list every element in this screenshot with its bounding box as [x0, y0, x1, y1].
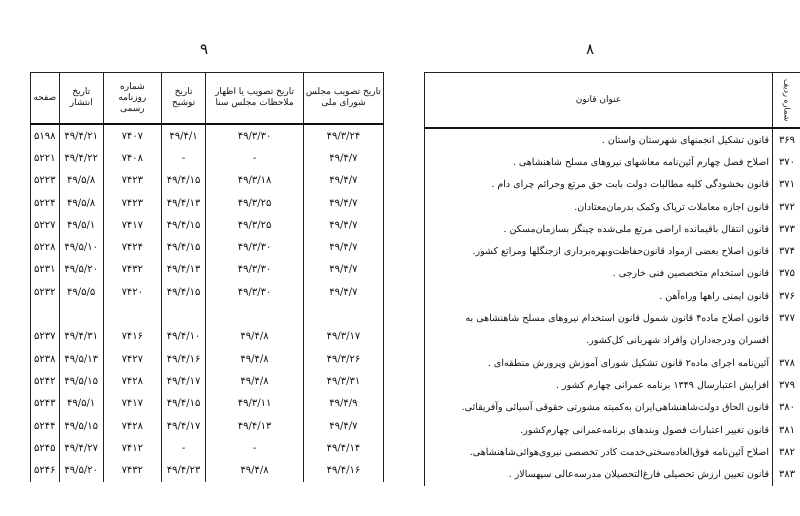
table-cell: ۴۹/۵/۱۵ [59, 370, 103, 392]
law-title: قانون تعیین ارزش تحصیلی فارغ‌التحصیلان مدرسه‌عالی سپهسالار . [425, 463, 773, 485]
table-cell: ۵۲۳۱ [31, 259, 60, 281]
table-cell: ۵۲۳۸ [31, 348, 60, 370]
table-row [425, 307, 800, 329]
table-row [31, 393, 384, 415]
row-number: ۳۸۲ [773, 441, 800, 463]
law-title: افزایش اعتبارسال ۱۳۴۹ برنامه عمرانی چهارم کشور . [425, 374, 773, 396]
table-cell: ۴۹/۴/۱۴ [303, 437, 383, 459]
table-cell: ۷۴۰۷ [103, 124, 161, 147]
table-cell: ۵۲۴۵ [31, 437, 60, 459]
table-cell: ۴۹/۴/۱۷ [161, 415, 205, 437]
table-cell: ۴۹/۵/۱ [59, 393, 103, 415]
law-title: قانون اصلاح بعضی ازمواد قانون‌حفاظت‌وبهره‌برداری ازجنگلها ومراتع کشور. [425, 240, 773, 262]
table-cell: ۷۴۳۲ [103, 459, 161, 481]
law-title: قانون بخشودگی کلیه مطالبات دولت بابت حق مرتع وجرائم چرای دام . [425, 174, 773, 196]
table-cell: ۴۹/۴/۷ [303, 147, 383, 169]
table-cell [206, 303, 304, 325]
table-cell: ۴۹/۵/۱ [59, 214, 103, 236]
table-cell: ۵۲۲۱ [31, 147, 60, 169]
table-cell: ۴۹/۵/۸ [59, 192, 103, 214]
table-row [31, 459, 384, 481]
law-title: قانون اصلاح ماده۴ قانون شمول قانون استخدام نیروهای مسلح شاهنشاهی به [425, 307, 773, 329]
table-cell: ۴۹/۴/۱۶ [303, 459, 383, 481]
table-cell: - [161, 147, 205, 169]
header-cell: شماره روزنامه رسمی [103, 73, 161, 125]
table-cell: ۴۹/۴/۷ [303, 192, 383, 214]
header-row [31, 73, 384, 125]
table-cell: ۴۹/۴/۷ [303, 415, 383, 437]
row-number: ۳۸۱ [773, 419, 800, 441]
table-cell: ۴۹/۳/۱۸ [206, 170, 304, 192]
table-row [425, 397, 800, 419]
table-row [31, 437, 384, 459]
table-row [31, 214, 384, 236]
table-cell: ۴۹/۳/۱۷ [303, 326, 383, 348]
table-cell: ۴۹/۳/۳۱ [303, 370, 383, 392]
table-cell: ۷۴۲۷ [103, 348, 161, 370]
table-cell: ۵۲۳۷ [31, 326, 60, 348]
table-cell: ۴۹/۴/۸ [206, 348, 304, 370]
row-number: ۳۷۰ [773, 151, 800, 173]
row-number: ۳۷۳ [773, 218, 800, 240]
row-number: ۳۸۰ [773, 397, 800, 419]
table-cell: ۴۹/۴/۷ [303, 236, 383, 258]
table-row [425, 263, 800, 285]
table-cell: ۵۲۴۴ [31, 415, 60, 437]
row-number: ۳۷۱ [773, 174, 800, 196]
table-cell: ۴۹/۴/۷ [303, 170, 383, 192]
table-cell: ۴۹/۴/۸ [206, 459, 304, 481]
table-cell: ۴۹/۳/۲۶ [303, 348, 383, 370]
right-page [408, 0, 800, 516]
table-cell: ۴۹/۳/۲۴ [303, 124, 383, 147]
table-cell: ۴۹/۴/۱۳ [161, 192, 205, 214]
law-title: اصلاح فصل چهارم آئین‌نامه معاشهای نیروهای مسلح شاهنشاهی . [425, 151, 773, 173]
table-cell: ۴۹/۴/۱۶ [161, 348, 205, 370]
law-title: افسران ودرجه‌داران وافراد شهربانی کل‌کشور. [425, 330, 773, 352]
table-cell: ۵۱۹۸ [31, 124, 60, 147]
table-cell: ۷۴۲۸ [103, 415, 161, 437]
table-cell: ۴۹/۵/۲۰ [59, 259, 103, 281]
table-cell: ۴۹/۳/۱۱ [206, 393, 304, 415]
table-cell: ۴۹/۴/۱۷ [161, 370, 205, 392]
table-row [425, 218, 800, 240]
table-cell: ۴۹/۴/۱۵ [161, 214, 205, 236]
law-title: قانون ایمنی راهها وراه‌آهن . [425, 285, 773, 307]
law-title: اصلاح آئین‌نامه فوق‌العاده‌سختی‌خدمت کادر تخصصی نیروی‌هوائی‌شاهنشاهی. [425, 441, 773, 463]
table-cell: ۴۹/۴/۲۳ [161, 459, 205, 481]
table-cell: ۷۴۲۳ [103, 192, 161, 214]
table-cell: ۷۴۱۷ [103, 214, 161, 236]
dates-table [30, 72, 384, 482]
table-cell: ۴۹/۴/۹ [303, 393, 383, 415]
table-row [425, 128, 800, 151]
table-row [31, 415, 384, 437]
row-number: ۳۷۲ [773, 196, 800, 218]
table-cell: ۴۹/۴/۸ [206, 370, 304, 392]
table-cell: ۵۲۳۲ [31, 281, 60, 303]
table-cell [31, 303, 60, 325]
table-row [425, 151, 800, 173]
table-row [31, 236, 384, 258]
table-cell: ۴۹/۴/۳۱ [59, 326, 103, 348]
table-cell: ۴۹/۴/۱۵ [161, 281, 205, 303]
table-row [31, 192, 384, 214]
table-cell [103, 303, 161, 325]
header-cell: صفحه [31, 73, 60, 125]
table-row [31, 326, 384, 348]
row-number [773, 330, 800, 352]
law-title: قانون تغییر اعتبارات فصول وبندهای برنامه‌عمرانی چهارم‌کشور. [425, 419, 773, 441]
table-row [31, 370, 384, 392]
table-row [425, 441, 800, 463]
table-cell: ۴۹/۵/۱۵ [59, 415, 103, 437]
table-cell: ۷۴۰۸ [103, 147, 161, 169]
table-row [31, 170, 384, 192]
table-cell: ۴۹/۴/۱۵ [161, 170, 205, 192]
table-cell: ۵۲۲۷ [31, 214, 60, 236]
table-cell: ۴۹/۳/۳۰ [206, 236, 304, 258]
table-row [425, 419, 800, 441]
row-number: ۳۷۹ [773, 374, 800, 396]
table-row [425, 330, 800, 352]
law-title: قانون تشکیل انجمنهای شهرستان واستان . [425, 128, 773, 151]
table-row [31, 303, 384, 325]
header-cell: تاریخ انتشار [59, 73, 103, 125]
header-cell: تاریخ تصویب یا اظهار ملاحظات مجلس سنا [206, 73, 304, 125]
table-cell [303, 303, 383, 325]
row-number: ۳۷۴ [773, 240, 800, 262]
table-cell [59, 303, 103, 325]
table-cell: ۴۹/۴/۲۷ [59, 437, 103, 459]
table-cell: ۴۹/۴/۱ [161, 124, 205, 147]
law-title: قانون استخدام متخصصین فنی خارجی . [425, 263, 773, 285]
row-number: ۳۷۷ [773, 307, 800, 329]
table-row [31, 147, 384, 169]
table-cell: ۴۹/۳/۳۰ [206, 259, 304, 281]
table-row [425, 374, 800, 396]
table-cell: ۵۲۴۶ [31, 459, 60, 481]
table-cell: ۷۴۲۳ [103, 170, 161, 192]
header-row [425, 73, 800, 129]
table-cell: ۵۲۴۲ [31, 370, 60, 392]
table-cell: ۴۹/۴/۲۱ [59, 124, 103, 147]
table-cell: ۵۲۲۳ [31, 170, 60, 192]
table-cell: ۴۹/۳/۳۰ [206, 124, 304, 147]
table-cell: ۴۹/۴/۷ [303, 214, 383, 236]
law-title: قانون الحاق دولت‌شاهنشاهی‌ایران به‌کمیته مشورتی حقوقی آسیائی وآفریقائی. [425, 397, 773, 419]
header-cell: تاریخ تصویب مجلس شورای ملی [303, 73, 383, 125]
table-row [31, 281, 384, 303]
table-cell: ۴۹/۴/۸ [206, 326, 304, 348]
table-row [31, 348, 384, 370]
table-cell: ۴۹/۵/۲۰ [59, 459, 103, 481]
table-cell: ۴۹/۴/۱۵ [161, 236, 205, 258]
header-cell: شماره ردیف [773, 73, 800, 129]
table-cell: ۵۲۲۴ [31, 192, 60, 214]
row-number: ۳۷۶ [773, 285, 800, 307]
table-cell: ۴۹/۴/۱۵ [161, 393, 205, 415]
table-row [425, 196, 800, 218]
table-cell: - [206, 437, 304, 459]
table-cell: ۵۲۴۳ [31, 393, 60, 415]
table-cell: ۴۹/۵/۵ [59, 281, 103, 303]
law-title: قانون اجازه معاملات تریاک وکمک بدرمان‌معتادان. [425, 196, 773, 218]
table-row [425, 174, 800, 196]
table-cell: ۷۴۳۲ [103, 259, 161, 281]
table-cell: ۴۹/۳/۲۵ [206, 192, 304, 214]
table-cell: ۴۹/۵/۱۳ [59, 348, 103, 370]
table-cell: ۴۹/۴/۱۳ [161, 259, 205, 281]
table-cell: ۴۹/۵/۸ [59, 170, 103, 192]
table-cell: ۴۹/۴/۱۰ [161, 326, 205, 348]
table-row [425, 285, 800, 307]
header-cell: تاریخ توشیح [161, 73, 205, 125]
law-title: آئین‌نامه اجرای ماده۲ قانون تشکیل شورای آموزش وپرورش منطقه‌ای . [425, 352, 773, 374]
table-cell: ۵۲۲۸ [31, 236, 60, 258]
table-cell: - [206, 147, 304, 169]
page-number: ۸ [586, 40, 595, 58]
row-number: ۳۶۹ [773, 128, 800, 151]
table-cell: ۴۹/۴/۷ [303, 259, 383, 281]
header-cell: عنوان قانون [425, 73, 773, 129]
table-cell: - [161, 437, 205, 459]
table-cell: ۷۴۱۶ [103, 326, 161, 348]
table-cell: ۴۹/۳/۳۰ [206, 281, 304, 303]
table-row [425, 240, 800, 262]
laws-table [424, 72, 800, 486]
table-cell: ۴۹/۴/۷ [303, 281, 383, 303]
table-row [425, 352, 800, 374]
table-cell: ۴۹/۳/۲۵ [206, 214, 304, 236]
table-row [31, 124, 384, 147]
page-number: ۹ [200, 40, 209, 58]
row-number: ۳۷۵ [773, 263, 800, 285]
table-cell: ۴۹/۴/۱۳ [206, 415, 304, 437]
row-number: ۳۸۳ [773, 463, 800, 485]
table-cell: ۷۴۱۲ [103, 437, 161, 459]
table-row [31, 259, 384, 281]
table-cell [161, 303, 205, 325]
left-page [0, 0, 392, 516]
table-row [425, 463, 800, 485]
table-cell: ۷۴۲۸ [103, 370, 161, 392]
row-number: ۳۷۸ [773, 352, 800, 374]
table-cell: ۴۹/۴/۲۲ [59, 147, 103, 169]
table-cell: ۷۴۲۴ [103, 236, 161, 258]
table-cell: ۷۴۲۰ [103, 281, 161, 303]
law-title: قانون انتقال باقیمانده اراضی مرتع ملی‌شده چینگز بسازمان‌مسکن . [425, 218, 773, 240]
table-cell: ۷۴۱۷ [103, 393, 161, 415]
table-cell: ۴۹/۵/۱۰ [59, 236, 103, 258]
